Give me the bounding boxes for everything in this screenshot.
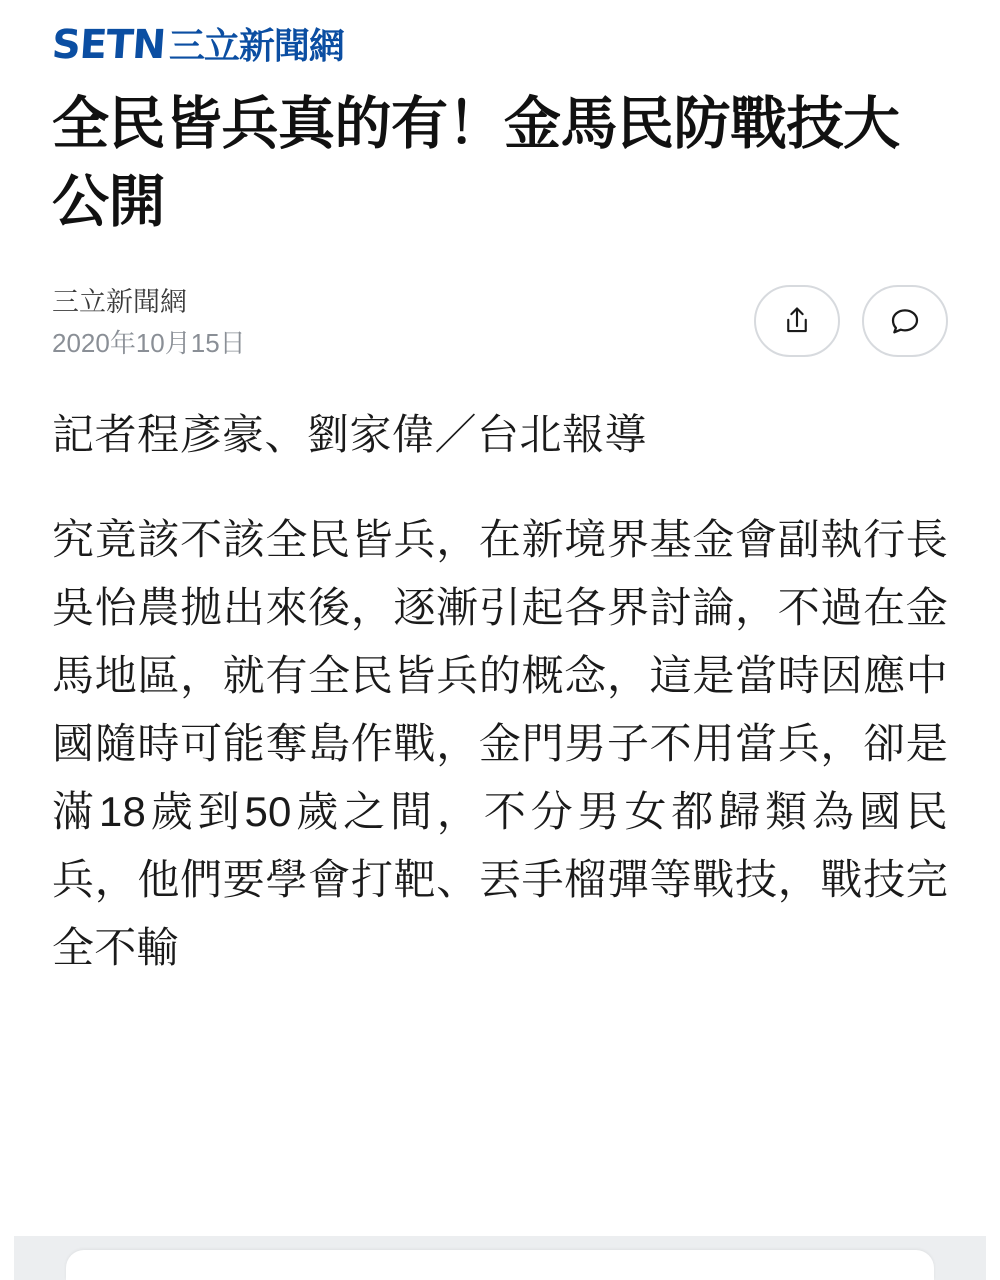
logo-chinese-text: 三立新聞網 [168, 25, 344, 66]
meta-text-group [52, 283, 246, 359]
article-source: 三立新聞網 [52, 287, 187, 318]
page-title: 全民皆兵真的有！金馬民防戰技大公開 [52, 92, 900, 234]
share-button[interactable] [754, 285, 840, 357]
site-brand[interactable] [0, 0, 1000, 68]
article-meta [52, 283, 948, 357]
reporter-line: 記者程彥豪、劉家偉／台北報導 [52, 411, 648, 459]
bottom-card-peek[interactable] [66, 1250, 934, 1280]
article-body-text: 究竟該不該全民皆兵，在新境界基金會副執行長吳怡農拋出來後，逐漸引起各界討論，不過在金馬地區，就有全民皆兵的概念，這是當時因應中國隨時可能奪島作戰，金門男子不用當兵，卻是滿18歲到50歲之間，不分男女都歸類為國民兵，他們要學會打靶、丟手榴彈等戰技，戰技完全不輸 [52, 516, 948, 972]
article-body-container [52, 403, 948, 982]
share-icon [782, 304, 812, 338]
bottom-right-edge [986, 1236, 1000, 1280]
comment-icon [889, 305, 921, 337]
article-actions [754, 283, 948, 357]
setn-logo[interactable] [50, 22, 344, 68]
logo-latin-text: SETN [50, 22, 167, 68]
bottom-left-edge [0, 1236, 14, 1280]
article-date: 2020年10月15日 [52, 328, 246, 359]
comment-button[interactable] [862, 285, 948, 357]
